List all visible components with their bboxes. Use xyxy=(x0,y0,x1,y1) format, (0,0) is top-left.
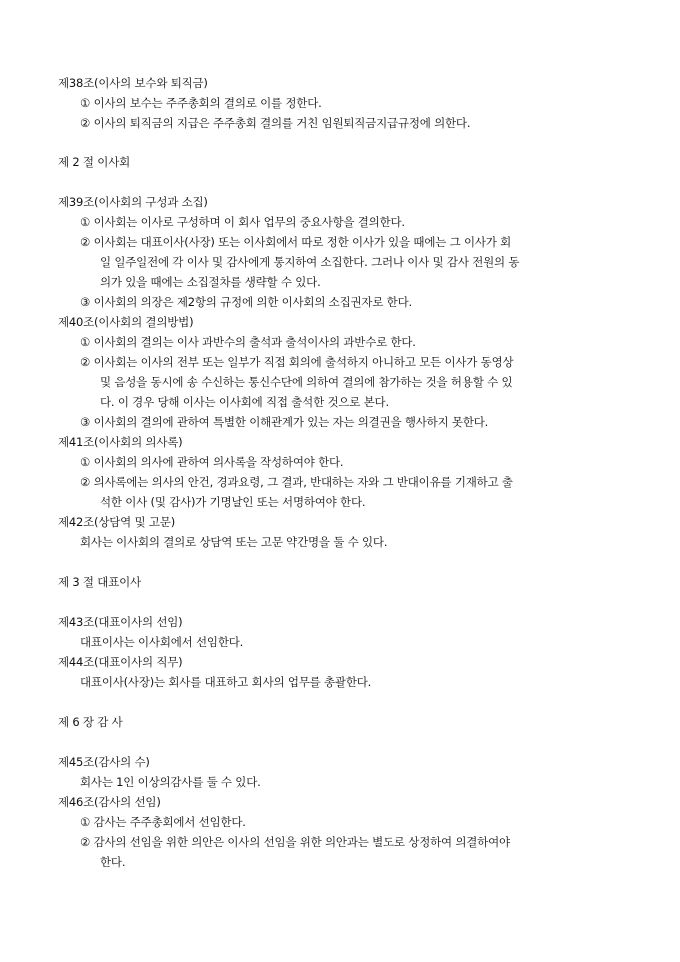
article-heading: 제38조(이사의 보수와 퇴직금) xyxy=(58,76,208,90)
clause-item: ① 감사는 주주총회에서 선임한다. xyxy=(80,815,246,829)
clause-continuation: 다. 이 경우 당해 이사는 이사회에 직접 출석한 것으로 본다. xyxy=(100,395,389,409)
article-body: 대표이사(사장)는 회사를 대표하고 회사의 업무를 총괄한다. xyxy=(80,675,372,689)
clause-continuation: 및 음성을 동시에 송 수신하는 통신수단에 의하여 결의에 참가하는 것을 허용할 수 있 xyxy=(100,375,513,389)
clause-continuation: 일 일주일전에 각 이사 및 감사에게 통지하여 소집한다. 그러나 이사 및 감사 전원의 동 xyxy=(100,255,520,269)
article-heading: 제40조(이사회의 결의방법) xyxy=(58,315,194,329)
article-heading: 제46조(감사의 선임) xyxy=(58,795,161,809)
clause-item: ① 이사회의 결의는 이사 과반수의 출석과 출석이사의 과반수로 한다. xyxy=(80,335,416,349)
clause-item: ① 이사의 보수는 주주총회의 결의로 이를 정한다. xyxy=(80,96,322,110)
clause-item: ③ 이사회의 결의에 관하여 특별한 이해관계가 있는 자는 의결권을 행사하지 못한다. xyxy=(80,415,489,429)
article-heading: 제45조(감사의 수) xyxy=(58,755,150,769)
clause-item: ① 이사회는 이사로 구성하며 이 회사 업무의 중요사항을 결의한다. xyxy=(80,215,405,229)
clause-continuation: 의가 있을 때에는 소집절차를 생략할 수 있다. xyxy=(100,275,321,289)
article-body: 대표이사는 이사회에서 선임한다. xyxy=(80,635,244,649)
article-body: 회사는 1인 이상의감사를 둘 수 있다. xyxy=(80,775,261,789)
clause-item: ② 이사의 퇴직금의 지급은 주주총회 결의를 거친 임원퇴직금지급규정에 의한다. xyxy=(80,116,471,130)
clause-item: ② 이사회는 이사의 전부 또는 일부가 직접 회의에 출석하지 아니하고 모든 이사가 동영상 xyxy=(80,355,514,369)
clause-item: ② 의사록에는 의사의 안건, 경과요령, 그 결과, 반대하는 자와 그 반대이유를 기재하고 출 xyxy=(80,475,513,489)
section-heading: 제 6 장 감 사 xyxy=(58,715,123,729)
clause-item: ② 이사회는 대표이사(사장) 또는 이사회에서 따로 정한 이사가 있을 때에는 그 이사가 회 xyxy=(80,235,512,249)
article-heading: 제41조(이사회의 의사록) xyxy=(58,435,183,449)
clause-item: ③ 이사회의 의장은 제2항의 규정에 의한 이사회의 소집권자로 한다. xyxy=(80,295,412,309)
section-heading: 제 2 절 이사회 xyxy=(58,155,131,169)
clause-item: ① 이사회의 의사에 관하여 의사록을 작성하여야 한다. xyxy=(80,455,344,469)
section-heading: 제 3 절 대표이사 xyxy=(58,575,141,589)
article-body: 회사는 이사회의 결의로 상담역 또는 고문 약간명을 둘 수 있다. xyxy=(80,535,388,549)
clause-continuation: 한다. xyxy=(100,855,126,869)
clause-continuation: 석한 이사 (및 감사)가 기명날인 또는 서명하여야 한다. xyxy=(100,495,366,509)
article-heading: 제43조(대표이사의 선임) xyxy=(58,615,183,629)
article-heading: 제44조(대표이사의 직무) xyxy=(58,655,183,669)
article-heading: 제42조(상담역 및 고문) xyxy=(58,515,175,529)
clause-item: ② 감사의 선임을 위한 의안은 이사의 선임을 위한 의안과는 별도로 상정하여 의결하여야 xyxy=(80,835,510,849)
article-heading: 제39조(이사회의 구성과 소집) xyxy=(58,195,208,209)
